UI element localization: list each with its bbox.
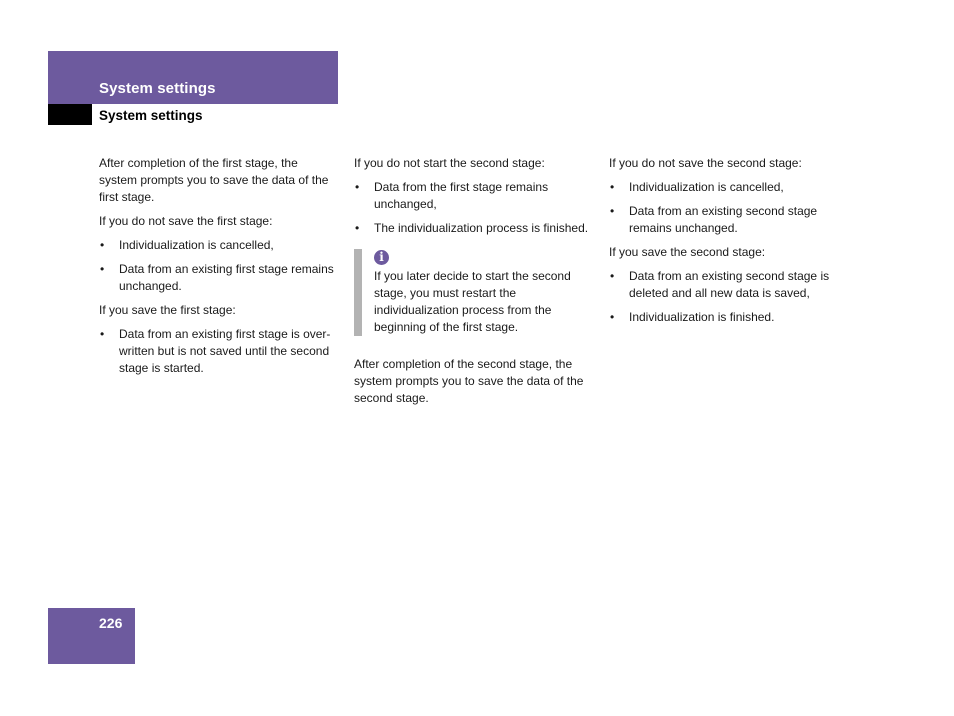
section-title: System settings (99, 108, 203, 123)
list-item: • Data from an existing first stage is over-written but is not saved until the second stage is started. (99, 326, 339, 377)
note-text: If you later decide to start the second stage, you must restart the individualization process from the beginning of the first stage. (374, 269, 571, 334)
section-marker (48, 104, 92, 125)
paragraph: If you do not save the first stage: (99, 214, 273, 228)
column-1 (99, 155, 339, 384)
bullet-list (99, 326, 339, 377)
list-item: • Data from an existing first stage remains unchanged. (99, 261, 339, 295)
bullet-list (609, 179, 849, 237)
bullet-list (609, 268, 849, 326)
info-icon: i (374, 250, 389, 265)
chapter-title: System settings (99, 80, 216, 97)
list-item: • Data from an existing second stage is deleted and all new data is saved, (609, 268, 849, 302)
list-item: • Individualization is cancelled, (99, 237, 339, 254)
list-item: • Data from an existing second stage remains unchanged. (609, 203, 849, 237)
list-item: • Individualization is finished. (609, 309, 849, 326)
paragraph: If you do not save the second stage: (609, 156, 802, 170)
paragraph: If you do not start the second stage: (354, 156, 545, 170)
list-item: • Data from the first stage remains unchanged, (354, 179, 594, 213)
paragraph: After completion of the first stage, the system prompts you to save the data of the first stage. (99, 156, 329, 204)
column-3 (609, 155, 849, 333)
page-number: 226 (99, 615, 123, 631)
list-item: • The individualization process is finished. (354, 220, 594, 237)
bullet-list (99, 237, 339, 295)
paragraph: If you save the second stage: (609, 245, 766, 259)
paragraph: After completion of the second stage, the system prompts you to save the data of the second stage. (354, 357, 584, 405)
column-2 (354, 155, 594, 414)
info-note (354, 249, 594, 336)
bullet-list (354, 179, 594, 237)
paragraph: If you save the first stage: (99, 303, 236, 317)
list-item: • Individualization is cancelled, (609, 179, 849, 196)
